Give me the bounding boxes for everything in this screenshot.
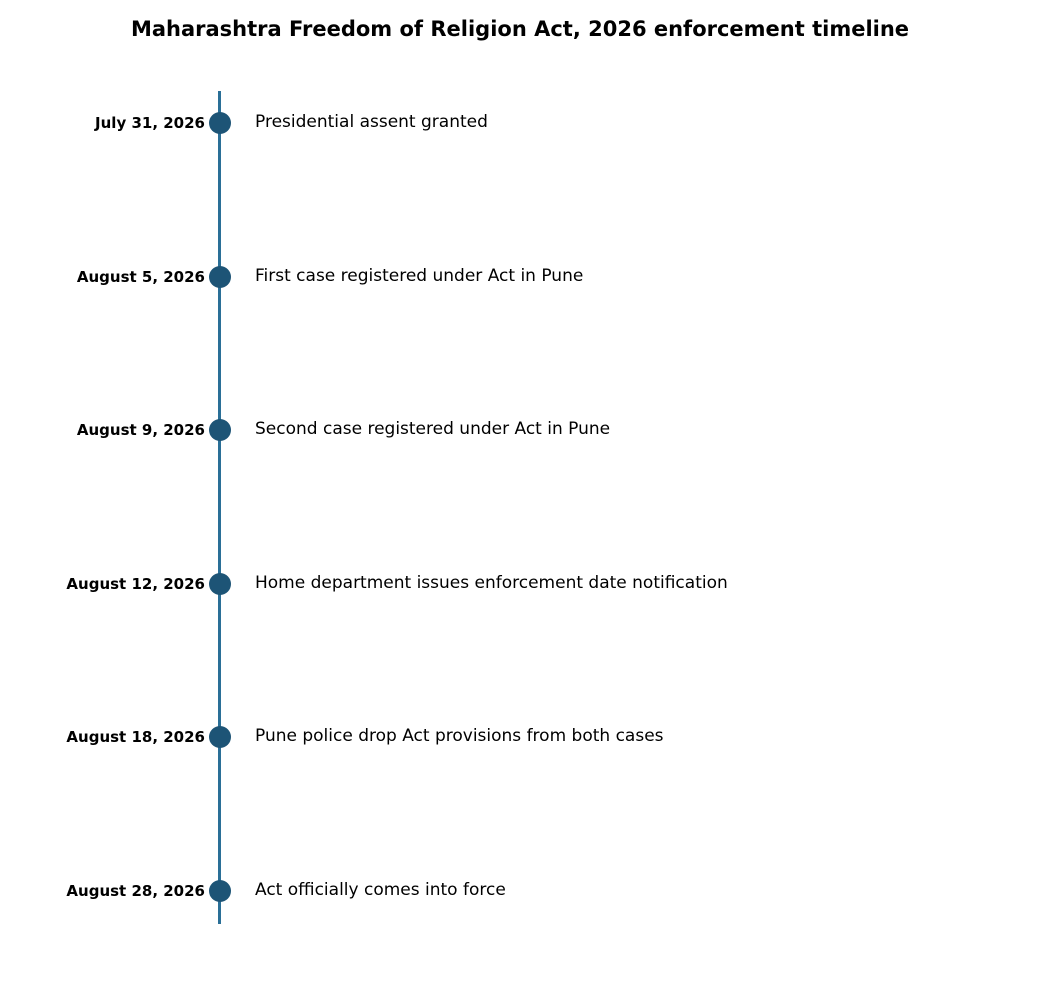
event-date-label: July 31, 2026 — [95, 114, 205, 132]
timeline-event — [0, 262, 1040, 292]
event-marker — [209, 112, 231, 134]
event-description: Act officially comes into force — [255, 880, 506, 900]
event-marker — [209, 880, 231, 902]
timeline-event — [0, 415, 1040, 445]
event-marker — [209, 573, 231, 595]
timeline-event — [0, 876, 1040, 906]
event-marker — [209, 419, 231, 441]
event-description: Second case registered under Act in Pune — [255, 419, 611, 439]
event-description: Presidential assent granted — [255, 112, 488, 132]
event-date-label: August 5, 2026 — [76, 268, 205, 286]
timeline-title: Maharashtra Freedom of Religion Act, 2026 enforcement timeline — [130, 17, 910, 41]
event-date-label: August 28, 2026 — [66, 882, 205, 900]
event-description: Home department issues enforcement date notification — [255, 573, 728, 593]
timeline-event — [0, 108, 1040, 138]
event-marker — [209, 266, 231, 288]
event-description: First case registered under Act in Pune — [255, 266, 584, 286]
event-marker — [209, 726, 231, 748]
timeline-event — [0, 569, 1040, 599]
event-date-label: August 9, 2026 — [76, 421, 205, 439]
event-date-label: August 12, 2026 — [66, 575, 205, 593]
event-description: Pune police drop Act provisions from both cases — [255, 726, 664, 746]
timeline-event — [0, 722, 1040, 752]
timeline-axis-line — [218, 91, 221, 924]
event-date-label: August 18, 2026 — [66, 728, 205, 746]
